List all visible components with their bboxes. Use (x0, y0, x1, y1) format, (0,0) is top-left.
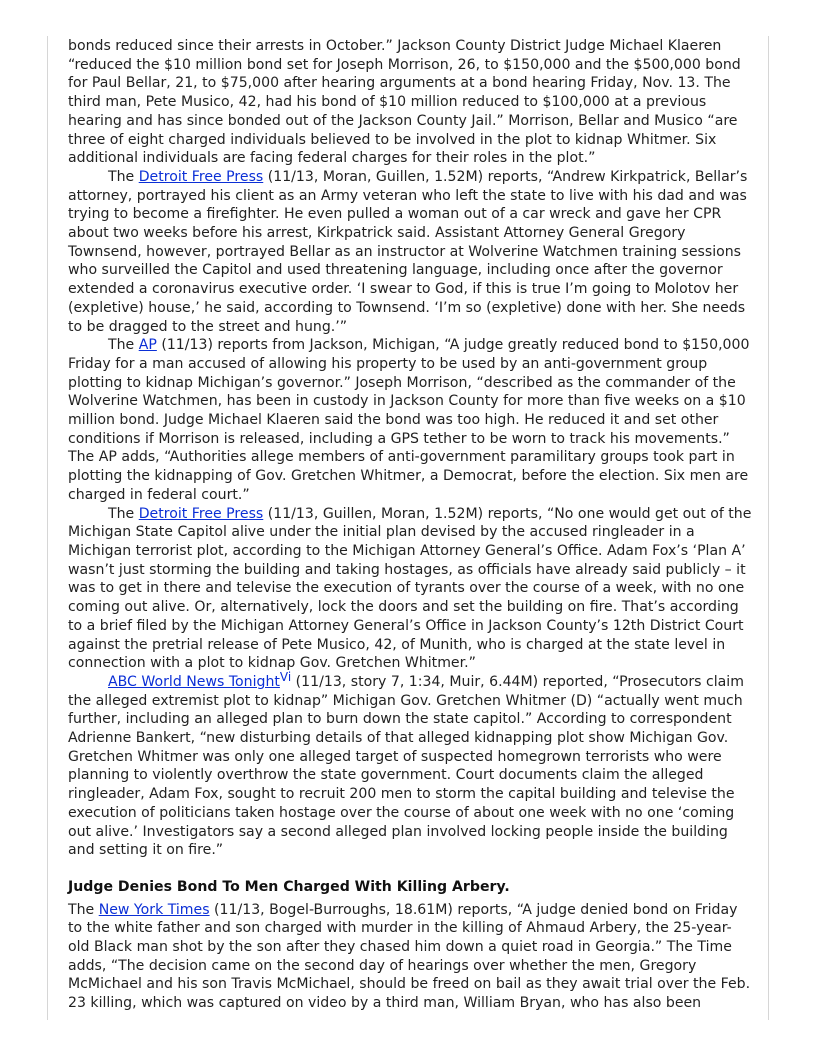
section-heading: Judge Denies Bond To Men Charged With Killing Arbery. (68, 878, 510, 895)
source-link-detroit-free-press-2[interactable]: Detroit Free Press (138, 505, 264, 522)
source-link-new-york-times[interactable]: New York Times (98, 901, 210, 918)
paragraph-prefix: The (108, 168, 139, 185)
paragraph-detroit-free-press-2 (68, 505, 752, 673)
paragraph-detroit-free-press-1 (68, 168, 752, 336)
paragraph-bond-reduction: bonds reduced since their arrests in October.” Jackson County District Judge Michael Klaeren “reduced the $10 million bond set for Joseph Morrison, 26, to $150,000 and the $500,000 bond for Paul Bellar, 21, to $75,000 after hearing arguments at a bond hearing Friday, Nov. 13. The third man, Pete Musico, 42, had his bond of $10 million reduced to $100,000 at a previous hearing and has since bonded out of the Jackson County Jail.” Morrison, Bellar and Musico “are three of eight charged individuals believed to be involved in the plot to kidnap Whitmer. Six additional individuals are facing federal charges for their roles in the plot.” (68, 38, 741, 167)
paragraph-body: (11/13, Bogel-Burroughs, 18.61M) reports, “A judge denied bond on Friday to the white father and son charged with murder in the killing of Ahmaud Arbery, the 25-year-old Black man shot by the son after they chased him down a quiet road in Georgia.” The Time adds, “The decision came on the second day of hearings over whether the men, Gregory McMichael and his son Travis McMichael, should be freed on bail as they await trial over the Feb. 23 killing, which was captured on video by a third man, William Bryan, who has also been (68, 901, 751, 1012)
right-margin-rule (768, 36, 769, 1020)
source-link-ap[interactable]: AP (138, 337, 157, 354)
source-link-detroit-free-press[interactable]: Detroit Free Press (138, 168, 264, 185)
paragraph-body: (11/13, story 7, 1:34, Muir, 6.44M) reported, “Prosecutors claim the alleged extremist plot to kidnap” Michigan Gov. Gretchen Whitmer (D) “actually went much further, including an alleged plan to burn down the state capitol.” According to correspondent Adrienne Bankert, “new disturbing details of that alleged kidnapping plot show Michigan Gov. Gretchen Whitmer was only one alleged target of suspected homegrown terrorists who were planning to violently overthrow the state government. Court documents claim the alleged ringleader, Adam Fox, sought to recruit 200 men to storm the capital building and televise the execution of politicians taken hostage over the course of about one week with no one ‘coming out alive.’ Investigators say a second alleged plan involved locking people inside the building and setting it on fire.” (68, 673, 744, 859)
paragraph-prefix: The (108, 337, 139, 354)
paragraph-body: (11/13, Guillen, Moran, 1.52M) reports, “No one would get out of the Michigan State Capitol alive under the initial plan devised by the accused ringleader in a Michigan terrorist plot, according to the Michigan Attorney General’s Office. Adam Fox’s ‘Plan A’ wasn’t just storming the building and taking hostages, as officials have already said publicly – it was to get in there and televise the execution of tyrants over the course of a week, with no one coming out alive. Or, alternatively, lock the doors and set the building on fire. That’s according to a brief filed by the Michigan Attorney General’s Office in Jackson County’s 12th District Court against the pretrial release of Pete Musico, 42, of Munith, who is charged at the state level in connection with a plot to kidnap Gov. Gretchen Whitmer.” (68, 505, 752, 672)
paragraph-abc-world-news (68, 669, 752, 860)
article-body (68, 37, 752, 1013)
left-margin-rule (47, 36, 48, 1020)
paragraph-body: (11/13) reports from Jackson, Michigan, “A judge greatly reduced bond to $150,000 Friday for a man accused of allowing his property to be used by an anti-government group plotting to kidnap Michigan’s governor.” Joseph Morrison, “described as the commander of the Wolverine Watchmen, has been in custody in Jackson County for more than five weeks on a $10 million bond. Judge Michael Klaeren said the bond was too high. He reduced it and set other conditions if Morrison is released, including a GPS tether to be worn to track his movements.” The AP adds, “Authorities allege members of anti-government paramilitary groups took part in plotting the kidnapping of Gov. Gretchen Whitmer, a Democrat, before the election. Six men are charged in federal court.” (68, 337, 750, 503)
paragraph-new-york-times (68, 901, 752, 1013)
paragraph-prefix: The (108, 505, 139, 522)
paragraph-ap (68, 336, 752, 504)
video-indicator[interactable]: Vi (279, 669, 292, 684)
paragraph-body: (11/13, Moran, Guillen, 1.52M) reports, “Andrew Kirkpatrick, Bellar’s attorney, portrayed his client as an Army veteran who left the state to live with his dad and was trying to become a firefighter. He even pulled a woman out of a car wreck and gave her CPR about two weeks before his arrest, Kirkpatrick said. Assistant Attorney General Gregory Townsend, however, portrayed Bellar as an instructor at Wolverine Watchmen training sessions who surveilled the Capitol and used threatening language, including once after the governor extended a coronavirus executive order. ‘I swear to God, if this is true I’m going to Molotov her (expletive) house,’ he said, according to Townsend. ‘I’m so (expletive) done with her. She needs to be dragged to the street and hung.’” (68, 168, 748, 335)
source-link-abc-world-news-tonight[interactable]: ABC World News Tonight (108, 673, 280, 690)
paragraph-prefix: The (68, 901, 99, 918)
